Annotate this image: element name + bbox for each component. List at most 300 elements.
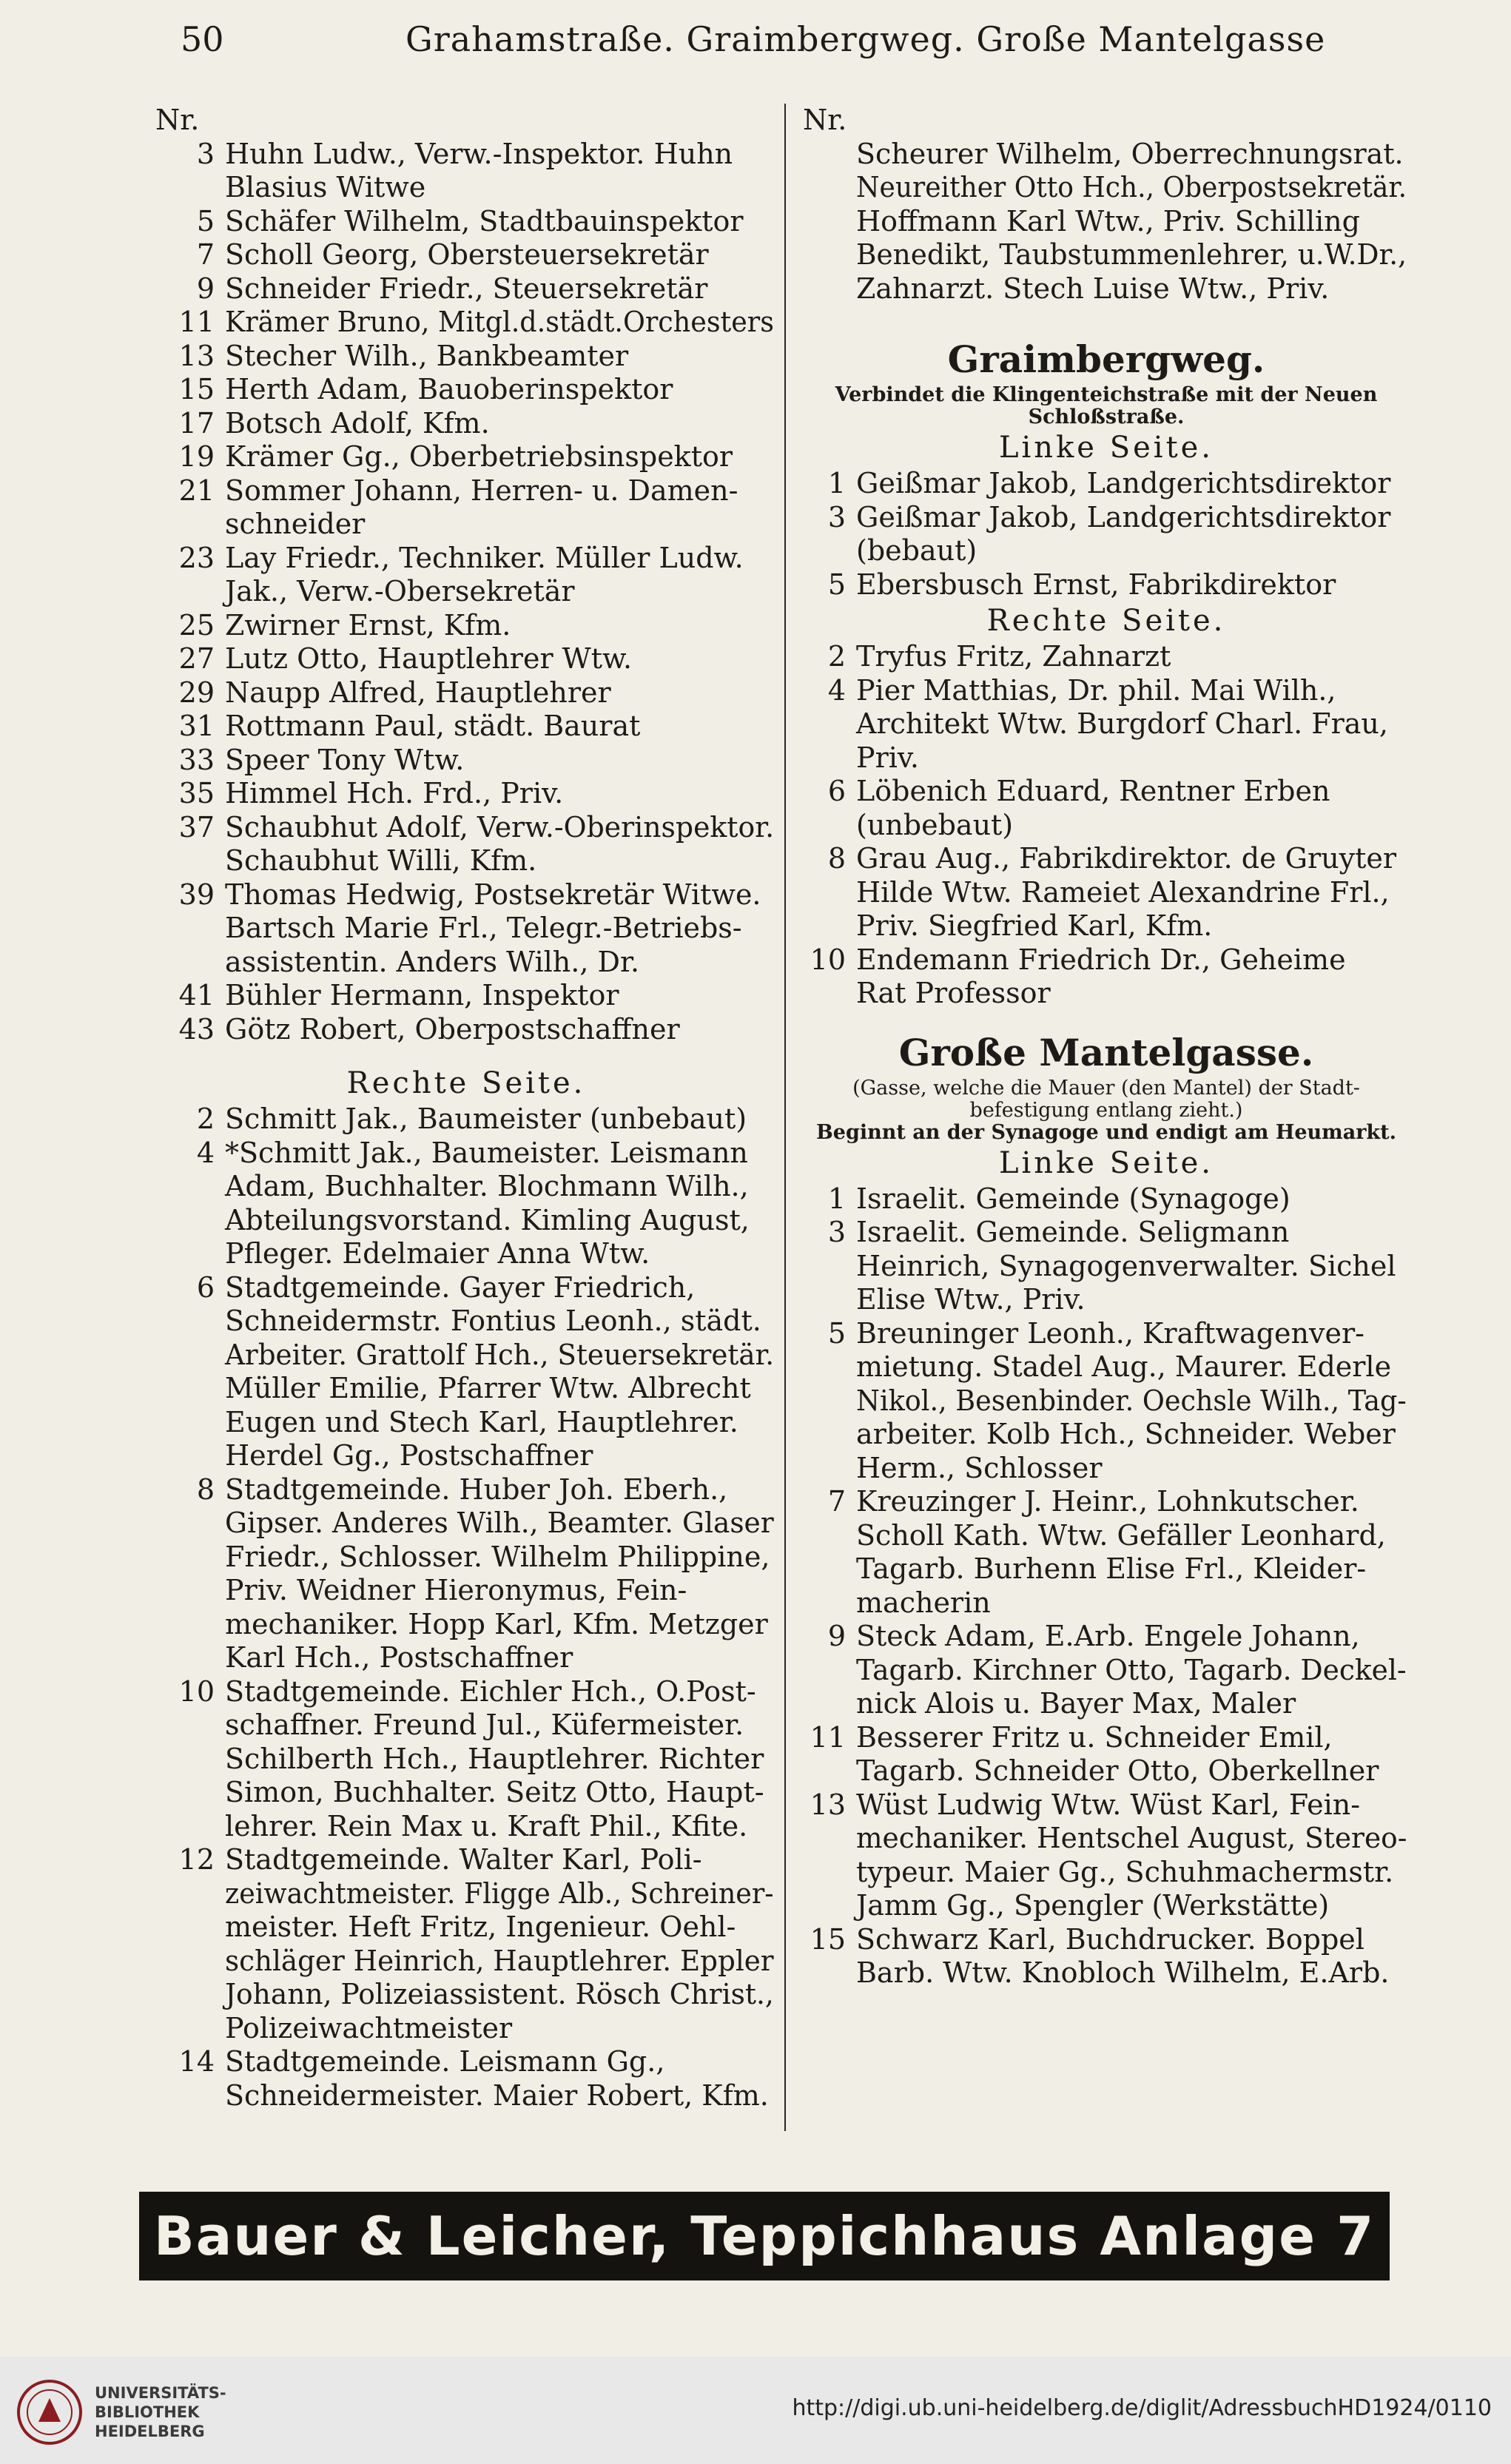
- directory-entry: [155, 373, 777, 407]
- page-number: 50: [181, 19, 224, 59]
- entry-text: Nr.: [803, 104, 847, 136]
- entry-text: Bühler Hermann, Inspektor: [225, 979, 619, 1011]
- entry-text: assistentin. Anders Wilh., Dr.: [225, 945, 640, 978]
- directory-entry: [155, 1013, 777, 1047]
- entry-text: Tagarb. Burhenn Elise Frl., Kleider-: [856, 1552, 1367, 1585]
- house-number: [803, 534, 856, 568]
- entry-text: Tagarb. Schneider Otto, Oberkellner: [856, 1754, 1379, 1787]
- house-number: 6: [827, 775, 846, 807]
- directory-entry: [155, 104, 777, 138]
- entry-text: Müller Emilie, Pfarrer Wtw. Albrecht: [225, 1372, 751, 1404]
- directory-entry: [155, 407, 777, 441]
- entry-text: Architekt Wtw. Burgdorf Charl. Frau,: [856, 707, 1388, 740]
- directory-entry: [803, 238, 1410, 272]
- house-number: 12: [178, 1843, 215, 1876]
- entry-text: Scholl Kath. Wtw. Gefäller Leonhard,: [856, 1518, 1386, 1552]
- entry-text: schaffner. Freund Jul., Küfermeister.: [225, 1709, 744, 1741]
- entry-text: Thomas Hedwig, Postsekretär Witwe.: [225, 878, 761, 911]
- house-number: 33: [178, 743, 215, 776]
- house-number: 5: [827, 568, 846, 601]
- house-number: 19: [178, 440, 215, 473]
- directory-entry: [803, 467, 1410, 501]
- house-number: 10: [178, 1674, 215, 1708]
- entry-text: Lay Friedr., Techniker. Müller Ludw.: [225, 541, 744, 574]
- directory-entry: [155, 1843, 777, 1877]
- entry-text: Heinrich, Synagogenverwalter. Sichel: [856, 1249, 1396, 1282]
- directory-entry: [155, 306, 777, 340]
- advertisement-banner: [139, 2192, 1390, 2280]
- entry-text: Schaubhut Adolf, Verw.-Oberinspektor.: [225, 810, 775, 844]
- entry-text: lehrer. Rein Max u. Kraft Phil., Kfite.: [225, 1809, 748, 1842]
- house-number: 7: [827, 1485, 846, 1518]
- entry-text: mietung. Stadel Aug., Maurer. Ederle: [856, 1350, 1392, 1383]
- house-number: 5: [196, 204, 215, 238]
- house-number: [155, 946, 225, 980]
- entry-text: Simon, Buchhalter. Seitz Otto, Haupt-: [225, 1776, 764, 1808]
- directory-entry: [803, 876, 1410, 910]
- entry-text: schläger Heinrich, Hauptlehrer. Eppler: [225, 1944, 774, 1977]
- left-column: [155, 104, 777, 2113]
- entry-text: Schilberth Hch., Hauptlehrer. Richter: [225, 1742, 764, 1775]
- entry-text: Stadtgemeinde. Eichler Hch., O.Post-: [225, 1674, 756, 1708]
- directory-entry: [155, 1305, 777, 1339]
- street-description: (Gasse, welche die Mauer (den Mantel) der Stadt-befestigung entlang zieht.): [852, 1076, 1360, 1122]
- directory-entry: [155, 811, 777, 845]
- entry-text: macherin: [856, 1586, 991, 1619]
- directory-entry: [155, 979, 777, 1013]
- directory-entry: [155, 340, 777, 374]
- house-number: [803, 1889, 856, 1923]
- directory-entry: [803, 1552, 1410, 1586]
- house-number: [155, 508, 225, 542]
- directory-entry: [155, 1911, 777, 1945]
- directory-entry: [803, 842, 1410, 876]
- directory-entry: [155, 1743, 777, 1777]
- entry-text: Elise Wtw., Priv.: [856, 1283, 1086, 1316]
- directory-entry: [803, 568, 1410, 602]
- house-number: 2: [196, 1103, 215, 1135]
- house-number: 27: [178, 642, 215, 675]
- directory-entry: [803, 1889, 1410, 1923]
- house-number: 43: [178, 1012, 215, 1046]
- spacer: [803, 306, 1410, 335]
- directory-entry: [803, 1418, 1410, 1452]
- entry-text: Schneidermstr. Fontius Leonh., städt.: [225, 1305, 761, 1337]
- entry-text: Zwirner Ernst, Kfm.: [225, 608, 511, 642]
- directory-entry: [155, 946, 777, 980]
- entry-text: Tagarb. Kirchner Otto, Tagarb. Deckel-: [856, 1653, 1407, 1686]
- entry-text: Tryfus Fritz, Zahnarzt: [856, 640, 1171, 673]
- directory-entry: [803, 171, 1410, 205]
- house-number: [155, 1170, 225, 1204]
- house-number: 3: [196, 137, 215, 170]
- entry-text: Priv. Siegfried Karl, Kfm.: [856, 909, 1213, 942]
- entry-text: Huhn Ludw., Verw.-Inspektor. Huhn: [225, 137, 733, 170]
- entry-text: Jak., Verw.-Obersekretär: [225, 575, 575, 607]
- house-number: [155, 1204, 225, 1238]
- house-number: [155, 1877, 225, 1911]
- directory-entry: [155, 2079, 777, 2113]
- entry-text: Neureither Otto Hch., Oberpostsekretär.: [856, 171, 1407, 203]
- directory-entry: [803, 1283, 1410, 1317]
- entry-text: Eugen und Stech Karl, Hauptlehrer.: [225, 1405, 738, 1438]
- directory-entry: [803, 205, 1410, 239]
- house-number: [803, 272, 856, 306]
- entry-text: Götz Robert, Oberpostschaffner: [225, 1012, 680, 1046]
- directory-entry: [155, 440, 777, 474]
- entry-text: Polizeiwachtmeister: [225, 2011, 513, 2044]
- house-number: [803, 171, 856, 205]
- house-number: [803, 138, 856, 172]
- university-seal-icon: [16, 2379, 83, 2446]
- entry-text: Löbenich Eduard, Rentner Erben: [856, 775, 1330, 807]
- house-number: [803, 1519, 856, 1553]
- entry-text: Pfleger. Edelmaier Anna Wtw.: [225, 1237, 650, 1270]
- directory-entry: [155, 1204, 777, 1238]
- directory-entry: [155, 912, 777, 946]
- house-number: 25: [178, 608, 215, 642]
- side-heading: Rechte Seite.: [986, 604, 1226, 638]
- directory-entry: [155, 1675, 777, 1709]
- directory-entry: [155, 844, 777, 878]
- house-number: [155, 1305, 225, 1339]
- directory-entry: [803, 707, 1410, 741]
- entry-text: Stadtgemeinde. Huber Joh. Eberh.,: [225, 1472, 728, 1506]
- house-number: 15: [810, 1922, 846, 1956]
- entry-text: Johann, Polizeiassistent. Rösch Christ.,: [225, 1978, 774, 2010]
- house-number: 9: [196, 272, 215, 305]
- house-number: 39: [178, 878, 215, 911]
- directory-entry: [155, 1406, 777, 1440]
- directory-entry: [803, 1182, 1410, 1216]
- directory-entry: [803, 1452, 1410, 1486]
- directory-entry: [803, 1485, 1410, 1519]
- directory-entry: [803, 1754, 1410, 1788]
- directory-entry: [803, 138, 1410, 172]
- directory-entry: [803, 1586, 1410, 1620]
- entry-text: Karl Hch., Postschaffner: [225, 1641, 573, 1674]
- directory-entry: [155, 1137, 777, 1171]
- entry-text: Herth Adam, Bauoberinspektor: [225, 373, 673, 405]
- house-number: 2: [827, 640, 846, 673]
- house-number: [155, 1237, 225, 1271]
- house-number: [803, 1586, 856, 1620]
- house-number: [803, 876, 856, 910]
- entry-text: Schmitt Jak., Baumeister (unbebaut): [225, 1103, 747, 1135]
- house-number: 3: [827, 1216, 846, 1248]
- house-number: [155, 1439, 225, 1473]
- directory-entry: [155, 508, 777, 542]
- house-number: [803, 1956, 856, 1990]
- house-number: [155, 575, 225, 609]
- entry-text: arbeiter. Kolb Hch., Schneider. Weber: [856, 1418, 1396, 1450]
- library-name: UNIVERSITÄTS- BIBLIOTHEK HEIDELBERG: [95, 2384, 226, 2440]
- house-number: 13: [178, 339, 215, 372]
- entry-text: (bebaut): [856, 534, 977, 567]
- directory-entry: [803, 809, 1410, 843]
- directory-entry: [155, 744, 777, 778]
- entry-text: Israelit. Gemeinde (Synagoge): [856, 1182, 1290, 1215]
- house-number: [155, 1541, 225, 1575]
- directory-entry: [155, 1978, 777, 2012]
- house-number: [803, 1822, 856, 1856]
- entry-text: (unbebaut): [856, 808, 1014, 841]
- house-number: [803, 1384, 856, 1418]
- house-number: [155, 844, 225, 878]
- directory-entry: [155, 1271, 777, 1305]
- directory-entry: [155, 272, 777, 306]
- entry-text: Barb. Wtw. Knobloch Wilhelm, E.Arb.: [856, 1956, 1390, 1989]
- entry-text: Abteilungsvorstand. Kimling August,: [225, 1203, 750, 1236]
- house-number: 5: [827, 1316, 846, 1350]
- house-number: [803, 205, 856, 239]
- house-number: 4: [827, 673, 846, 707]
- entry-text: Himmel Hch. Frd., Priv.: [225, 777, 564, 809]
- entry-text: typeur. Maier Gg., Schuhmachermstr.: [856, 1855, 1394, 1888]
- directory-entry: [155, 1170, 777, 1204]
- house-number: 4: [196, 1136, 215, 1169]
- entry-text: Pier Matthias, Dr. phil. Mai Wilh.,: [856, 673, 1336, 707]
- advertisement-text: Bauer & Leicher, Teppichhaus Anlage 7: [153, 2205, 1376, 2267]
- directory-entry: [803, 1923, 1410, 1957]
- entry-text: Lutz Otto, Hauptlehrer Wtw.: [225, 642, 633, 675]
- house-number: 8: [196, 1472, 215, 1506]
- entry-text: Bartsch Marie Frl., Telegr.-Betriebs-: [225, 912, 742, 944]
- directory-entry: [803, 1687, 1410, 1721]
- house-number: [155, 1608, 225, 1642]
- entry-text: Besserer Fritz u. Schneider Emil,: [856, 1720, 1333, 1754]
- house-number: [803, 1856, 856, 1890]
- house-number: [155, 2012, 225, 2046]
- entry-text: Stecher Wilh., Bankbeamter: [225, 339, 629, 372]
- house-number: 3: [827, 500, 846, 533]
- side-heading: Linke Seite.: [998, 1145, 1214, 1180]
- directory-entry: [803, 1384, 1410, 1418]
- directory-entry: [155, 1439, 777, 1473]
- house-number: 15: [178, 373, 215, 405]
- directory-entry: [803, 1654, 1410, 1688]
- entry-text: Grau Aug., Fabrikdirektor. de Gruyter: [856, 842, 1397, 875]
- entry-text: Jamm Gg., Spengler (Werkstätte): [856, 1889, 1330, 1922]
- directory-entry: [803, 1250, 1410, 1284]
- house-number: [155, 1810, 225, 1844]
- house-number: 11: [178, 306, 215, 338]
- entry-text: Herdel Gg., Postschaffner: [225, 1439, 593, 1472]
- directory-entry: [803, 272, 1410, 306]
- side-heading: Linke Seite.: [998, 431, 1214, 465]
- directory-entry: [155, 138, 777, 172]
- house-number: [803, 909, 856, 943]
- house-number: [155, 1406, 225, 1440]
- entry-text: Israelit. Gemeinde. Seligmann: [856, 1216, 1290, 1248]
- spacer: [803, 1011, 1410, 1029]
- house-number: [803, 1250, 856, 1284]
- entry-text: nick Alois u. Bayer Max, Maler: [856, 1687, 1296, 1720]
- directory-entry: [155, 1507, 777, 1541]
- directory-entry: [155, 1541, 777, 1575]
- house-number: 14: [178, 2045, 215, 2078]
- entry-text: Nikol., Besenbinder. Oechsle Wilh., Tag-: [856, 1384, 1407, 1417]
- entry-text: Rottmann Paul, städt. Baurat: [225, 710, 641, 742]
- directory-entry: [803, 909, 1410, 943]
- directory-entry: [155, 2012, 777, 2046]
- house-number: 6: [196, 1270, 215, 1304]
- directory-entry: [803, 1519, 1410, 1553]
- directory-entry: [155, 1641, 777, 1675]
- directory-entry: [155, 1877, 777, 1911]
- house-number: 17: [178, 406, 215, 440]
- entry-text: schneider: [225, 508, 366, 540]
- house-number: 31: [178, 710, 215, 742]
- house-number: [155, 1978, 225, 2012]
- directory-entry: [803, 1788, 1410, 1822]
- spacer: [155, 1046, 777, 1064]
- directory-entry: [155, 238, 777, 272]
- directory-entry: [155, 1945, 777, 1979]
- entry-text: Schneider Friedr., Steuersekretär: [225, 272, 708, 305]
- directory-entry: [155, 676, 777, 710]
- page-title: Grahamstraße. Graimbergweg. Große Mantelgasse: [405, 19, 1326, 59]
- entry-text: Scheurer Wilhelm, Oberrechnungsrat.: [856, 137, 1404, 170]
- directory-entry: [155, 777, 777, 811]
- street-description: Verbindet die Klingenteichstraße mit der Neuen Schloßstraße.: [835, 383, 1378, 428]
- directory-entry: [155, 1810, 777, 1844]
- entry-text: Arbeiter. Grattolf Hch., Steuersekretär.: [225, 1338, 775, 1371]
- house-number: [803, 1452, 856, 1486]
- entry-text: Friedr., Schlosser. Wilhelm Philippine,: [225, 1540, 770, 1573]
- directory-entry: [803, 1721, 1410, 1755]
- house-number: [155, 1574, 225, 1608]
- side-heading: Rechte Seite.: [346, 1066, 586, 1100]
- directory-entry: [803, 977, 1410, 1011]
- directory-entry: [155, 1776, 777, 1810]
- directory-entry: [155, 575, 777, 609]
- directory-entry: [803, 741, 1410, 775]
- entry-text: Botsch Adolf, Kfm.: [225, 406, 490, 440]
- street-heading: Graimbergweg.: [947, 337, 1265, 381]
- house-number: 1: [827, 467, 846, 499]
- footer-bar: [0, 2357, 1511, 2464]
- house-number: [155, 912, 225, 946]
- house-number: [803, 1754, 856, 1788]
- house-number: 35: [178, 777, 215, 809]
- entry-text: Geißmar Jakob, Landgerichtsdirektor: [856, 500, 1391, 533]
- house-number: [803, 238, 856, 272]
- house-number: 9: [827, 1620, 846, 1652]
- house-number: [803, 1283, 856, 1317]
- directory-entry: [155, 542, 777, 576]
- house-number: 1: [827, 1182, 846, 1215]
- house-number: [155, 1507, 225, 1541]
- entry-text: Adam, Buchhalter. Blochmann Wilh.,: [225, 1170, 749, 1202]
- house-number: 13: [810, 1788, 846, 1821]
- house-number: [803, 1350, 856, 1384]
- entry-text: mechaniker. Hentschel August, Stereo-: [856, 1822, 1407, 1854]
- house-number: [803, 1687, 856, 1721]
- house-number: [155, 1339, 225, 1373]
- entry-text: Blasius Witwe: [225, 171, 426, 203]
- entry-text: Geißmar Jakob, Landgerichtsdirektor: [856, 467, 1391, 499]
- house-number: [803, 1552, 856, 1586]
- entry-text: Hoffmann Karl Wtw., Priv. Schilling: [856, 204, 1360, 238]
- house-number: [803, 977, 856, 1011]
- house-number: 37: [178, 810, 215, 844]
- entry-text: Nr.: [155, 104, 200, 136]
- house-number: [155, 2079, 225, 2113]
- directory-entry: [155, 878, 777, 912]
- house-number: 23: [178, 541, 215, 574]
- house-number: [803, 1418, 856, 1452]
- directory-entry: [803, 501, 1410, 535]
- entry-text: zeiwachtmeister. Fligge Alb., Schreiner-: [225, 1876, 774, 1910]
- directory-entry: [155, 1574, 777, 1608]
- entry-text: Wüst Ludwig Wtw. Wüst Karl, Fein-: [856, 1788, 1361, 1821]
- directory-entry: [803, 1856, 1410, 1890]
- right-column: [803, 104, 1410, 1990]
- entry-text: Scholl Georg, Obersteuersekretär: [225, 238, 709, 271]
- house-number: [155, 1911, 225, 1945]
- entry-text: Kreuzinger J. Heinr., Lohnkutscher.: [856, 1485, 1359, 1518]
- entry-text: Speer Tony Wtw.: [225, 743, 465, 776]
- house-number: [155, 1945, 225, 1979]
- directory-entry: [155, 1608, 777, 1642]
- entry-text: *Schmitt Jak., Baumeister. Leismann: [225, 1136, 748, 1169]
- entry-text: mechaniker. Hopp Karl, Kfm. Metzger: [225, 1607, 768, 1640]
- house-number: [155, 1743, 225, 1777]
- house-number: [803, 809, 856, 843]
- house-number: [155, 1776, 225, 1810]
- entry-text: Steck Adam, E.Arb. Engele Johann,: [856, 1620, 1360, 1652]
- directory-entry: [155, 1103, 777, 1137]
- directory-entry: [803, 674, 1410, 708]
- source-url-link[interactable]: http://digi.ub.uni-heidelberg.de/diglit/AdressbuchHD1924/0110: [792, 2395, 1492, 2421]
- entry-text: Schwarz Karl, Buchdrucker. Boppel: [856, 1922, 1364, 1956]
- directory-entry: [155, 642, 777, 676]
- entry-text: Stadtgemeinde. Walter Karl, Poli-: [225, 1843, 702, 1876]
- entry-text: Krämer Gg., Oberbetriebsinspektor: [225, 440, 733, 473]
- house-number: [803, 741, 856, 775]
- entry-text: Naupp Alfred, Hauptlehrer: [225, 676, 611, 709]
- house-number: 7: [196, 238, 215, 271]
- directory-entry: [803, 1317, 1410, 1351]
- street-heading: Große Mantelgasse.: [898, 1030, 1314, 1074]
- directory-entry: [803, 534, 1410, 568]
- entry-text: Schneidermeister. Maier Robert, Kfm.: [225, 2078, 769, 2112]
- directory-entry: [155, 609, 777, 643]
- directory-entry: [155, 2045, 777, 2079]
- directory-entry: [803, 1216, 1410, 1250]
- entry-text: Benedikt, Taubstummenlehrer, u.W.Dr.,: [856, 238, 1407, 271]
- entry-text: Herm., Schlosser: [856, 1451, 1103, 1484]
- entry-text: Priv. Weidner Hieronymus, Fein-: [225, 1574, 687, 1606]
- entry-text: Zahnarzt. Stech Luise Wtw., Priv.: [856, 272, 1330, 305]
- entry-text: Hilde Wtw. Rameiet Alexandrine Frl.,: [856, 875, 1390, 909]
- entry-text: Endemann Friedrich Dr., Geheime: [856, 943, 1346, 976]
- entry-text: Rat Professor: [856, 977, 1051, 1009]
- entry-text: Ebersbusch Ernst, Fabrikdirektor: [856, 568, 1336, 601]
- entry-text: Priv.: [856, 741, 919, 774]
- directory-entry: [155, 710, 777, 744]
- directory-entry: [803, 104, 1410, 138]
- directory-entry: [155, 474, 777, 508]
- entry-text: Stadtgemeinde. Leismann Gg.,: [225, 2045, 665, 2078]
- directory-entry: [155, 1237, 777, 1271]
- house-number: [155, 1372, 225, 1406]
- directory-entry: [155, 1473, 777, 1507]
- entry-text: Schäfer Wilhelm, Stadtbauinspektor: [225, 204, 744, 238]
- house-number: 10: [810, 943, 846, 976]
- entry-text: Gipser. Anderes Wilh., Beamter. Glaser: [225, 1507, 774, 1539]
